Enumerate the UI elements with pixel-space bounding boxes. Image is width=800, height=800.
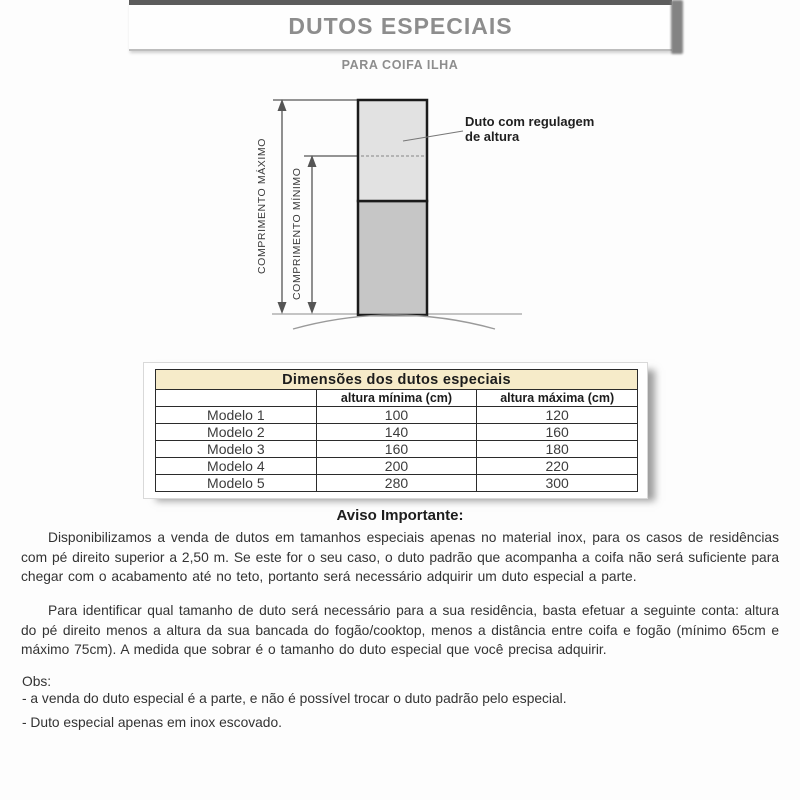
notice-paragraph-1: Disponibilizamos a venda de dutos em tamanhos especiais apenas no material inox, para os casos de residências com pé direito superior a 2,50 m. Se este for o seu caso, o duto padrão que acompanha a coifa não será suficiente para chegar com o acabamento até no teto, portanto será necessário adquirir um duto especial a parte.	[21, 530, 779, 584]
max-cell: 120	[477, 407, 638, 424]
model-cell: Modelo 4	[156, 458, 317, 475]
table-row	[156, 407, 638, 424]
table-title-row	[156, 370, 638, 390]
table-header-row	[156, 390, 638, 407]
notice-heading: Aviso Importante:	[336, 507, 464, 524]
model-cell: Modelo 2	[156, 424, 317, 441]
max-length-label: COMPRIMENTO MÁXIMO	[256, 137, 268, 275]
col-header-model	[156, 390, 317, 407]
min-length-arrow	[304, 155, 358, 314]
page-title: DUTOS ESPECIAIS	[288, 13, 513, 39]
col-header-min-height: altura mínima (cm)	[316, 390, 477, 407]
table-row	[156, 424, 638, 441]
obs-item-2: - Duto especial apenas em inox escovado.	[22, 715, 282, 730]
hood-canopy-arc	[293, 315, 495, 329]
model-cell: Modelo 1	[156, 407, 317, 424]
col-header-max-height: altura máxima (cm)	[477, 390, 638, 407]
model-cell: Modelo 3	[156, 441, 317, 458]
max-cell: 220	[477, 458, 638, 475]
table-row	[156, 441, 638, 458]
min-cell: 140	[316, 424, 477, 441]
min-cell: 200	[316, 458, 477, 475]
max-cell: 300	[477, 475, 638, 492]
max-length-arrow	[273, 99, 358, 314]
max-cell: 180	[477, 441, 638, 458]
duct-callout-line1: Duto com regulagem	[465, 114, 595, 129]
dimensions-table	[155, 369, 638, 492]
table-row	[156, 475, 638, 492]
obs-heading: Obs:	[22, 674, 52, 689]
duct-lower-section	[358, 201, 427, 315]
min-length-label: COMPRIMENTO MÍNIMO	[291, 167, 303, 301]
duct-callout-line2: de altura	[465, 129, 520, 144]
title-bar-shadow-edge	[671, 0, 683, 54]
dimensions-table-panel	[143, 362, 648, 499]
min-cell: 100	[316, 407, 477, 424]
table-row	[156, 458, 638, 475]
notice-paragraph-2: Para identificar qual tamanho de duto será necessário para a sua residência, basta efetuar a seguinte conta: altura do pé direito menos a altura da sua bancada do fogão/cooktop, menos a distância entre coifa e fogão (mínimo 65cm e máximo 75cm). A medida que sobrar é o tamanho do duto especial que você precisa adquirir.	[21, 603, 779, 657]
page-subtitle: PARA COIFA ILHA	[341, 58, 459, 72]
duct-callout-label	[465, 114, 594, 144]
model-cell: Modelo 5	[156, 475, 317, 492]
max-cell: 160	[477, 424, 638, 441]
min-cell: 280	[316, 475, 477, 492]
obs-item-1: - a venda do duto especial é a parte, e não é possível trocar o duto padrão pelo especial.	[22, 691, 567, 706]
title-bar	[129, 0, 672, 51]
table-title: Dimensões dos dutos especiais	[156, 370, 638, 390]
duct-upper-section	[358, 100, 427, 201]
min-cell: 160	[316, 441, 477, 458]
